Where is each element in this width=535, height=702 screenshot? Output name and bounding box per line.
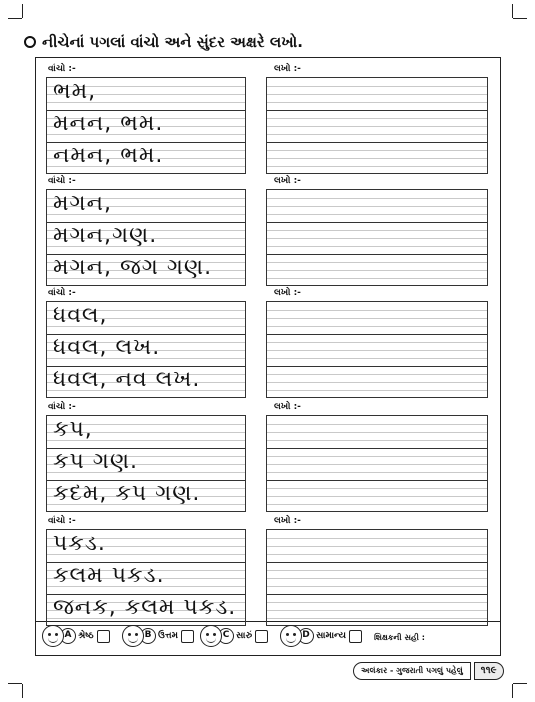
grade-checkbox[interactable] bbox=[349, 630, 362, 643]
guide-line bbox=[267, 126, 487, 127]
reading-row bbox=[47, 302, 245, 335]
guide-line bbox=[267, 456, 487, 457]
guide-line bbox=[267, 390, 487, 391]
writing-row[interactable] bbox=[267, 142, 487, 174]
guide-line bbox=[267, 610, 487, 611]
practice-phrase: કપ, bbox=[53, 417, 93, 442]
crop-mark bbox=[22, 4, 23, 18]
practice-phrase: ભમ, bbox=[53, 79, 97, 104]
grade-letter: D bbox=[298, 628, 314, 644]
write-label: લખો :- bbox=[274, 288, 301, 298]
writing-row[interactable] bbox=[267, 448, 487, 481]
guide-line bbox=[267, 278, 487, 279]
reading-row bbox=[47, 142, 245, 174]
write-label: લખો :- bbox=[274, 64, 301, 74]
reading-row bbox=[47, 366, 245, 398]
page-footer bbox=[353, 662, 504, 680]
writing-row[interactable] bbox=[267, 302, 487, 335]
writing-lines[interactable] bbox=[266, 301, 488, 398]
guide-line bbox=[267, 230, 487, 231]
write-label: લખો :- bbox=[274, 176, 301, 186]
grade-letter: A bbox=[60, 628, 76, 644]
guide-line bbox=[267, 270, 487, 271]
writing-row[interactable] bbox=[267, 366, 487, 398]
write-label: લખો :- bbox=[274, 516, 301, 526]
guide-line bbox=[267, 602, 487, 603]
crop-mark bbox=[513, 683, 527, 684]
crop-mark bbox=[8, 683, 22, 684]
practice-phrase: કલમ પકડ. bbox=[53, 563, 165, 588]
grade-checkbox[interactable] bbox=[255, 630, 268, 643]
guide-line bbox=[267, 358, 487, 359]
writing-row[interactable] bbox=[267, 416, 487, 449]
guide-line bbox=[267, 150, 487, 151]
guide-line bbox=[267, 158, 487, 159]
writing-row[interactable] bbox=[267, 334, 487, 367]
read-label: વાંચો :- bbox=[48, 516, 76, 526]
read-label: વાંચો :- bbox=[48, 64, 76, 74]
writing-row[interactable] bbox=[267, 562, 487, 595]
reading-row bbox=[47, 416, 245, 449]
guide-line bbox=[267, 618, 487, 619]
rating-option[interactable] bbox=[280, 625, 362, 647]
write-label: લખો :- bbox=[274, 402, 301, 412]
writing-row[interactable] bbox=[267, 78, 487, 111]
smiley-face-icon bbox=[280, 625, 302, 647]
practice-phrase: મગન,ગણ. bbox=[53, 223, 158, 248]
practice-phrase: જનક, કલમ પકડ. bbox=[53, 595, 237, 620]
smiley-face-icon bbox=[42, 625, 64, 647]
writing-row[interactable] bbox=[267, 190, 487, 223]
guide-line bbox=[267, 238, 487, 239]
page-number: ૧૧૯ bbox=[474, 662, 504, 680]
guide-line bbox=[267, 342, 487, 343]
reading-lines bbox=[46, 301, 246, 398]
reading-row bbox=[47, 254, 245, 286]
read-label: વાંચો :- bbox=[48, 402, 76, 412]
rating-option[interactable] bbox=[42, 625, 110, 647]
grade-label: ઉત્તમ bbox=[158, 631, 179, 641]
practice-phrase: મગન, જગ ગણ. bbox=[53, 255, 213, 280]
page-heading bbox=[24, 33, 303, 51]
teacher-sign-label: શિક્ષકની સહી : bbox=[374, 633, 425, 642]
guide-line bbox=[267, 246, 487, 247]
guide-line bbox=[267, 206, 487, 207]
guide-line bbox=[267, 382, 487, 383]
crop-mark bbox=[512, 684, 513, 698]
rating-option[interactable] bbox=[122, 625, 194, 647]
practice-phrase: ધવલ, નવ લખ. bbox=[53, 367, 201, 392]
guide-line bbox=[267, 488, 487, 489]
guide-line bbox=[267, 586, 487, 587]
reading-row bbox=[47, 334, 245, 367]
guide-line bbox=[267, 538, 487, 539]
guide-line bbox=[267, 102, 487, 103]
guide-line bbox=[267, 440, 487, 441]
grade-letter: B bbox=[140, 628, 156, 644]
reading-lines bbox=[46, 529, 246, 626]
writing-row[interactable] bbox=[267, 110, 487, 143]
guide-line bbox=[267, 94, 487, 95]
writing-lines[interactable] bbox=[266, 77, 488, 174]
crop-mark bbox=[8, 18, 22, 19]
guide-line bbox=[267, 374, 487, 375]
writing-row[interactable] bbox=[267, 222, 487, 255]
guide-line bbox=[267, 350, 487, 351]
guide-line bbox=[267, 326, 487, 327]
grade-checkbox[interactable] bbox=[97, 630, 110, 643]
reading-row bbox=[47, 110, 245, 143]
guide-line bbox=[267, 570, 487, 571]
reading-row bbox=[47, 190, 245, 223]
smiley-face-icon bbox=[200, 625, 222, 647]
reading-row bbox=[47, 222, 245, 255]
guide-line bbox=[267, 310, 487, 311]
guide-line bbox=[267, 214, 487, 215]
reading-row bbox=[47, 480, 245, 512]
writing-lines[interactable] bbox=[266, 189, 488, 286]
grade-label: શ્રેષ્ઠ bbox=[78, 631, 94, 641]
practice-phrase: કદમ, કપ ગણ. bbox=[53, 481, 201, 506]
guide-line bbox=[267, 496, 487, 497]
reading-row bbox=[47, 448, 245, 481]
reading-row bbox=[47, 530, 245, 563]
reading-lines bbox=[46, 415, 246, 512]
book-title: અલંકાર - ગુજરાતી પગલું પહેલું bbox=[353, 662, 471, 680]
grade-checkbox[interactable] bbox=[181, 630, 194, 643]
practice-phrase: મગન, bbox=[53, 191, 112, 216]
writing-row[interactable] bbox=[267, 480, 487, 512]
reading-lines bbox=[46, 189, 246, 286]
practice-phrase: પકડ. bbox=[53, 531, 106, 556]
guide-line bbox=[267, 118, 487, 119]
reading-lines bbox=[46, 77, 246, 174]
guide-line bbox=[267, 472, 487, 473]
writing-lines[interactable] bbox=[266, 415, 488, 512]
guide-line bbox=[267, 424, 487, 425]
guide-line bbox=[267, 198, 487, 199]
guide-line bbox=[267, 578, 487, 579]
read-label: વાંચો :- bbox=[48, 176, 76, 186]
practice-phrase: કપ ગણ. bbox=[53, 449, 139, 474]
guide-line bbox=[267, 86, 487, 87]
crop-mark bbox=[513, 18, 527, 19]
crop-mark bbox=[22, 684, 23, 698]
writing-row[interactable] bbox=[267, 254, 487, 286]
bullet-icon bbox=[24, 36, 36, 48]
rating-strip bbox=[35, 622, 501, 656]
practice-phrase: ધવલ, લખ. bbox=[53, 335, 161, 360]
guide-line bbox=[267, 504, 487, 505]
guide-line bbox=[267, 318, 487, 319]
grade-letter: C bbox=[218, 628, 234, 644]
read-label: વાંચો :- bbox=[48, 288, 76, 298]
guide-line bbox=[267, 554, 487, 555]
crop-mark bbox=[512, 4, 513, 18]
exercise-frame bbox=[35, 57, 501, 622]
guide-line bbox=[267, 464, 487, 465]
reading-row bbox=[47, 562, 245, 595]
writing-row[interactable] bbox=[267, 530, 487, 563]
grade-label: સામાન્ય bbox=[316, 631, 346, 641]
guide-line bbox=[267, 432, 487, 433]
practice-phrase: નમન, ભમ. bbox=[53, 143, 164, 168]
smiley-face-icon bbox=[122, 625, 144, 647]
reading-row bbox=[47, 78, 245, 111]
guide-line bbox=[267, 262, 487, 263]
grade-label: સારું bbox=[236, 631, 253, 641]
guide-line bbox=[267, 134, 487, 135]
heading-text: નીચેનાં પગલાં વાંચો અને સુંદર અક્ષરે લખો. bbox=[42, 33, 303, 51]
guide-line bbox=[267, 546, 487, 547]
guide-line bbox=[267, 166, 487, 167]
rating-option[interactable] bbox=[200, 625, 268, 647]
practice-phrase: મનન, ભમ. bbox=[53, 111, 164, 136]
writing-lines[interactable] bbox=[266, 529, 488, 626]
practice-phrase: ધવલ, bbox=[53, 303, 108, 328]
